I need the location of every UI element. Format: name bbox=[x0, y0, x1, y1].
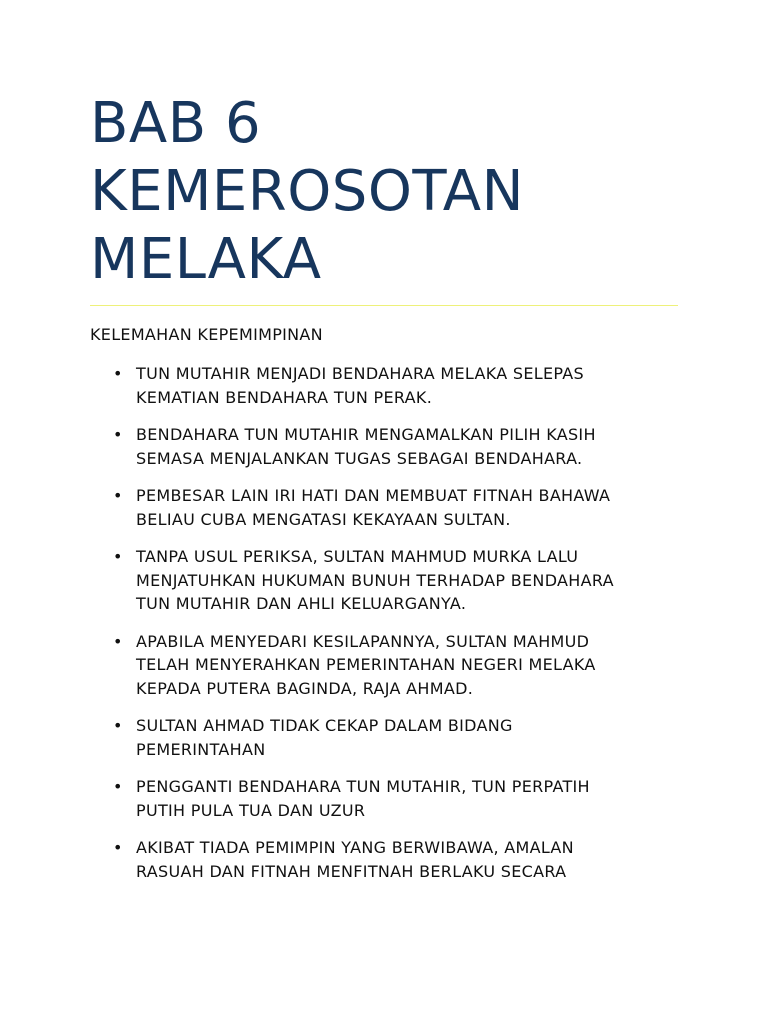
list-item-text: AKIBAT TIADA PEMIMPIN YANG BERWIBAWA, AMALAN RASUAH DAN FITNAH MENFITNAH BERLAKU SECARA bbox=[136, 838, 574, 881]
bullet-dot-icon: • bbox=[113, 486, 123, 505]
bullet-dot-icon: • bbox=[113, 838, 123, 857]
title-line-1: BAB 6 bbox=[90, 91, 262, 156]
bullet-dot-icon: • bbox=[113, 364, 123, 383]
list-item bbox=[90, 836, 670, 883]
list-item-text: TANPA USUL PERIKSA, SULTAN MAHMUD MURKA LALU MENJATUHKAN HUKUMAN BUNUH TERHADAP BENDAHARA TUN MUTAHIR DAN AHLI KELUARGANYA. bbox=[136, 547, 614, 613]
list-item bbox=[90, 545, 670, 616]
list-item bbox=[90, 630, 670, 701]
list-item-text: TUN MUTAHIR MENJADI BENDAHARA MELAKA SELEPAS KEMATIAN BENDAHARA TUN PERAK. bbox=[136, 364, 584, 407]
bullet-list bbox=[90, 362, 670, 897]
list-item bbox=[90, 484, 670, 531]
list-item-text: SULTAN AHMAD TIDAK CEKAP DALAM BIDANG PEMERINTAHAN bbox=[136, 716, 513, 759]
title-line-3: MELAKA bbox=[90, 227, 322, 292]
list-item-text: PENGGANTI BENDAHARA TUN MUTAHIR, TUN PERPATIH PUTIH PULA TUA DAN UZUR bbox=[136, 777, 590, 820]
bullet-dot-icon: • bbox=[113, 631, 123, 651]
bullet-dot-icon: • bbox=[113, 547, 123, 566]
page-title bbox=[90, 90, 690, 294]
list-item bbox=[90, 775, 670, 822]
section-heading: KELEMAHAN KEPEMIMPINAN bbox=[90, 325, 323, 344]
title-line-2: KEMEROSOTAN bbox=[90, 159, 524, 224]
list-item-text: BENDAHARA TUN MUTAHIR MENGAMALKAN PILIH KASIH SEMASA MENJALANKAN TUGAS SEBAGAI BENDAHARA. bbox=[136, 425, 596, 468]
title-divider bbox=[90, 305, 678, 306]
bullet-dot-icon: • bbox=[113, 716, 123, 735]
list-item-text: PEMBESAR LAIN IRI HATI DAN MEMBUAT FITNAH BAHAWA BELIAU CUBA MENGATASI KEKAYAAN SULTAN. bbox=[136, 486, 611, 529]
list-item bbox=[90, 714, 670, 761]
list-item-text: APABILA MENYEDARI KESILAPANNYA, SULTAN MAHMUD TELAH MENYERAHKAN PEMERINTAHAN NEGERI MELAKA KEPADA PUTERA BAGINDA, RAJA AHMAD. bbox=[136, 631, 596, 698]
bullet-dot-icon: • bbox=[113, 425, 123, 444]
list-item bbox=[90, 423, 670, 470]
list-item bbox=[90, 362, 670, 409]
bullet-dot-icon: • bbox=[113, 777, 123, 796]
